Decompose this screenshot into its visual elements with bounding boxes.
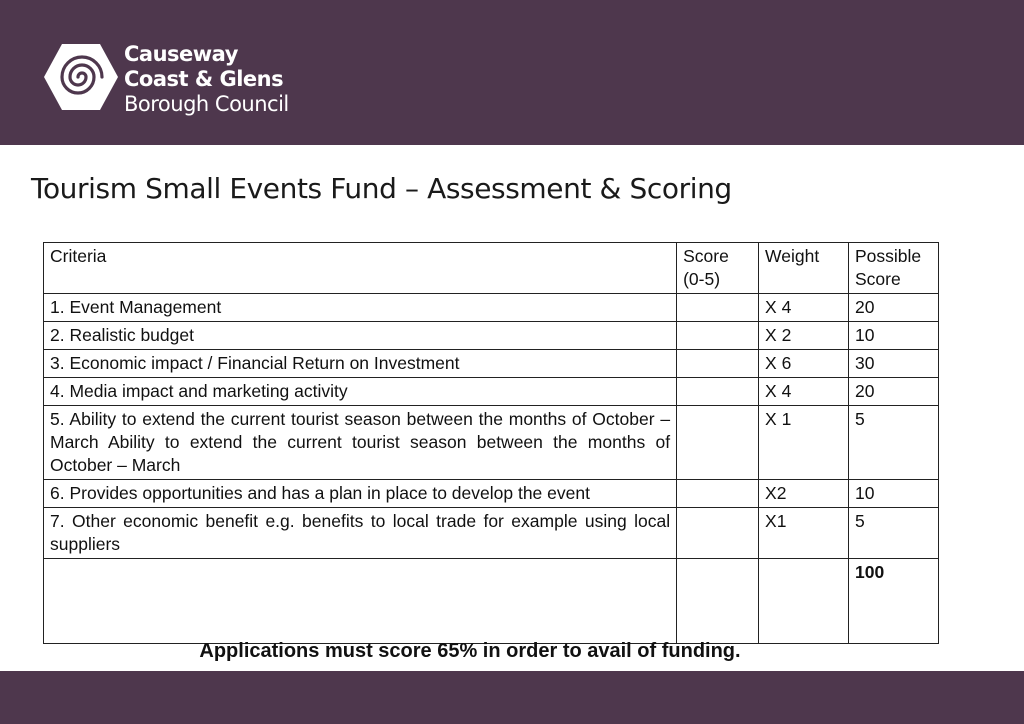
council-logo: [42, 42, 302, 118]
table-header-row: [44, 243, 939, 294]
total-score-cell: [677, 559, 759, 644]
weight-cell: X2: [759, 480, 849, 508]
header-weight: Weight: [759, 243, 849, 294]
criteria-cell: 3. Economic impact / Financial Return on Investment: [44, 350, 677, 378]
possible-score-cell: 10: [849, 322, 939, 350]
score-cell: [677, 508, 759, 559]
weight-cell: X 4: [759, 294, 849, 322]
score-cell: [677, 378, 759, 406]
total-possible-score: 100: [849, 559, 939, 644]
logo-line-1: Causeway: [124, 42, 238, 66]
funding-note: Applications must score 65% in order to avail of funding.: [199, 640, 741, 662]
possible-score-cell: 5: [849, 406, 939, 480]
criteria-cell: 2. Realistic budget: [44, 322, 677, 350]
header-score: Score (0-5): [677, 243, 759, 294]
scoring-table: [43, 242, 939, 644]
weight-cell: X 6: [759, 350, 849, 378]
possible-score-cell: 5: [849, 508, 939, 559]
possible-score-cell: 20: [849, 378, 939, 406]
criteria-cell: 7. Other economic benefit e.g. benefits to local trade for example using local suppliers: [44, 508, 677, 559]
weight-cell: X1: [759, 508, 849, 559]
possible-score-cell: 20: [849, 294, 939, 322]
header-possible-score: Possible Score: [849, 243, 939, 294]
table-row: [44, 508, 939, 559]
total-label-cell: [44, 559, 677, 644]
logo-line-3: Borough Council: [124, 92, 289, 116]
score-cell: [677, 480, 759, 508]
footer-band: [0, 671, 1024, 724]
weight-cell: X 4: [759, 378, 849, 406]
weight-cell: X 1: [759, 406, 849, 480]
criteria-cell: 6. Provides opportunities and has a plan in place to develop the event: [44, 480, 677, 508]
criteria-cell: 4. Media impact and marketing activity: [44, 378, 677, 406]
score-cell: [677, 406, 759, 480]
logo-line-2: Coast & Glens: [124, 67, 284, 91]
table-row: [44, 294, 939, 322]
score-cell: [677, 322, 759, 350]
score-cell: [677, 294, 759, 322]
weight-cell: X 2: [759, 322, 849, 350]
table-total-row: [44, 559, 939, 644]
page-title: Tourism Small Events Fund – Assessment & Scoring: [31, 172, 732, 205]
header-criteria: Criteria: [44, 243, 677, 294]
score-cell: [677, 350, 759, 378]
table-row: [44, 480, 939, 508]
total-weight-cell: [759, 559, 849, 644]
logo-wordmark: [124, 42, 289, 117]
table-row: [44, 378, 939, 406]
spiral-logo-icon: [42, 42, 118, 112]
possible-score-cell: 30: [849, 350, 939, 378]
criteria-cell: 1. Event Management: [44, 294, 677, 322]
criteria-cell: 5. Ability to extend the current tourist season between the months of October – March Ability to extend the current tourist season between the months of October – March: [44, 406, 677, 480]
table-row: [44, 350, 939, 378]
possible-score-cell: 10: [849, 480, 939, 508]
table-row: [44, 406, 939, 480]
table-row: [44, 322, 939, 350]
